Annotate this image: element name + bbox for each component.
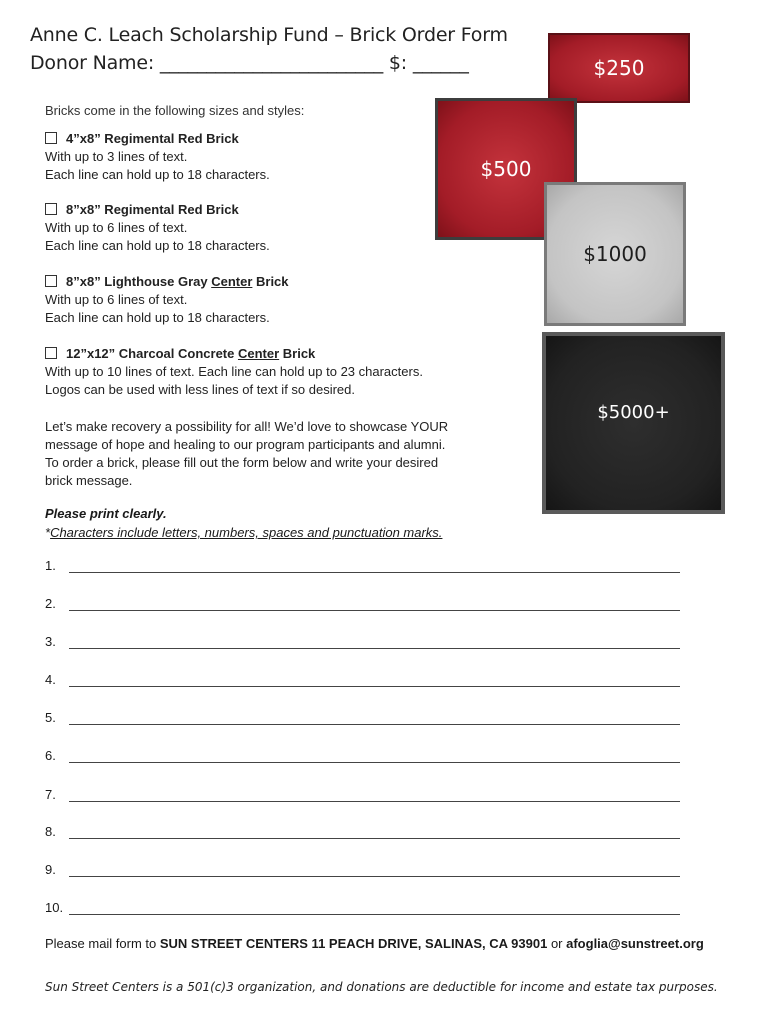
message-line-field[interactable] — [45, 558, 680, 578]
brick-price: $5000+ — [597, 402, 670, 423]
message-line: message of hope and healing to our program participants and alumni. — [45, 437, 446, 452]
brick-price: $500 — [480, 157, 532, 181]
option-title: 8”x8” Regimental Red Brick — [66, 202, 239, 217]
donor-name-line: Donor Name: ________________________ $: ______ — [30, 52, 469, 74]
option-title-pre: 12”x12” Charcoal Concrete — [66, 346, 238, 361]
line-rule — [69, 838, 680, 839]
option-8x8-gray — [45, 273, 289, 327]
message-line-field[interactable] — [45, 672, 680, 692]
line-number: 5. — [45, 710, 56, 725]
line-rule — [69, 876, 680, 877]
mail-prefix: Please mail form to — [45, 936, 160, 951]
brick-price: $1000 — [583, 242, 647, 266]
characters-note-text: Characters include letters, numbers, spaces and punctuation marks. — [50, 525, 443, 540]
line-number: 6. — [45, 748, 56, 763]
option-desc-line: Each line can hold up to 18 characters. — [45, 310, 270, 325]
brick-250 — [548, 33, 690, 103]
message-line: brick message. — [45, 473, 133, 488]
form-title: Anne C. Leach Scholarship Fund – Brick Order Form — [30, 24, 508, 46]
line-rule — [69, 648, 680, 649]
checkbox[interactable] — [45, 132, 57, 144]
option-title-underlined: Center — [237, 346, 280, 361]
option-desc-line: With up to 6 lines of text. — [45, 220, 188, 235]
message-line: Let’s make recovery a possibility for all! We’d love to showcase YOUR — [45, 419, 449, 434]
option-title-post: Brick — [252, 274, 289, 289]
option-title: 4”x8” Regimental Red Brick — [66, 131, 239, 146]
message-line-field[interactable] — [45, 634, 680, 654]
message-line-field[interactable] — [45, 787, 680, 807]
line-number: 2. — [45, 596, 56, 611]
option-desc-line: With up to 6 lines of text. — [45, 292, 188, 307]
line-rule — [69, 724, 680, 725]
checkbox[interactable] — [45, 275, 57, 287]
brick-1000 — [544, 182, 686, 326]
message-paragraph — [45, 418, 535, 490]
option-desc-line: With up to 10 lines of text. Each line can hold up to 23 characters. — [45, 364, 423, 379]
option-12x12-charcoal — [45, 345, 423, 399]
brick-5000 — [542, 332, 725, 514]
line-number: 8. — [45, 824, 56, 839]
line-rule — [69, 914, 680, 915]
line-rule — [69, 686, 680, 687]
line-rule — [69, 610, 680, 611]
line-number: 4. — [45, 672, 56, 687]
line-rule — [69, 762, 680, 763]
line-number: 9. — [45, 862, 56, 877]
line-number: 10. — [45, 900, 64, 915]
line-rule — [69, 572, 680, 573]
print-clearly-note: Please print clearly. — [45, 506, 167, 521]
line-rule — [69, 801, 680, 802]
message-line-field[interactable] — [45, 824, 680, 844]
option-8x8-red — [45, 201, 270, 255]
mail-address: SUN STREET CENTERS 11 PEACH DRIVE, SALINAS, CA 93901 — [159, 936, 548, 951]
mail-or: or — [547, 936, 567, 951]
option-title-pre: 8”x8” Lighthouse Gray — [66, 274, 212, 289]
asterisk: * — [45, 525, 51, 540]
footer-disclaimer: Sun Street Centers is a 501(c)3 organization, and donations are deductible for income and estate tax purposes. — [45, 980, 718, 994]
option-desc-line: With up to 3 lines of text. — [45, 149, 188, 164]
line-number: 1. — [45, 558, 56, 573]
characters-note — [45, 525, 442, 540]
line-number: 3. — [45, 634, 56, 649]
checkbox[interactable] — [45, 347, 57, 359]
brick-price: $250 — [593, 56, 645, 80]
message-line-field[interactable] — [45, 900, 680, 920]
mail-email[interactable]: afoglia@sunstreet.org — [566, 936, 704, 951]
option-desc-line: Each line can hold up to 18 characters. — [45, 238, 270, 253]
option-desc-line: Logos can be used with less lines of text if so desired. — [45, 382, 356, 397]
line-number: 7. — [45, 787, 56, 802]
option-title-underlined: Center — [211, 274, 253, 289]
intro-text: Bricks come in the following sizes and styles: — [45, 103, 305, 118]
message-line-field[interactable] — [45, 862, 680, 882]
message-line: To order a brick, please fill out the form below and write your desired — [45, 455, 439, 470]
option-title-post: Brick — [279, 346, 316, 361]
message-line-field[interactable] — [45, 710, 680, 730]
checkbox[interactable] — [45, 203, 57, 215]
message-line-field[interactable] — [45, 596, 680, 616]
option-4x8-red — [45, 130, 270, 184]
message-line-field[interactable] — [45, 748, 680, 768]
option-desc-line: Each line can hold up to 18 characters. — [45, 167, 270, 182]
mail-instructions — [45, 936, 704, 951]
